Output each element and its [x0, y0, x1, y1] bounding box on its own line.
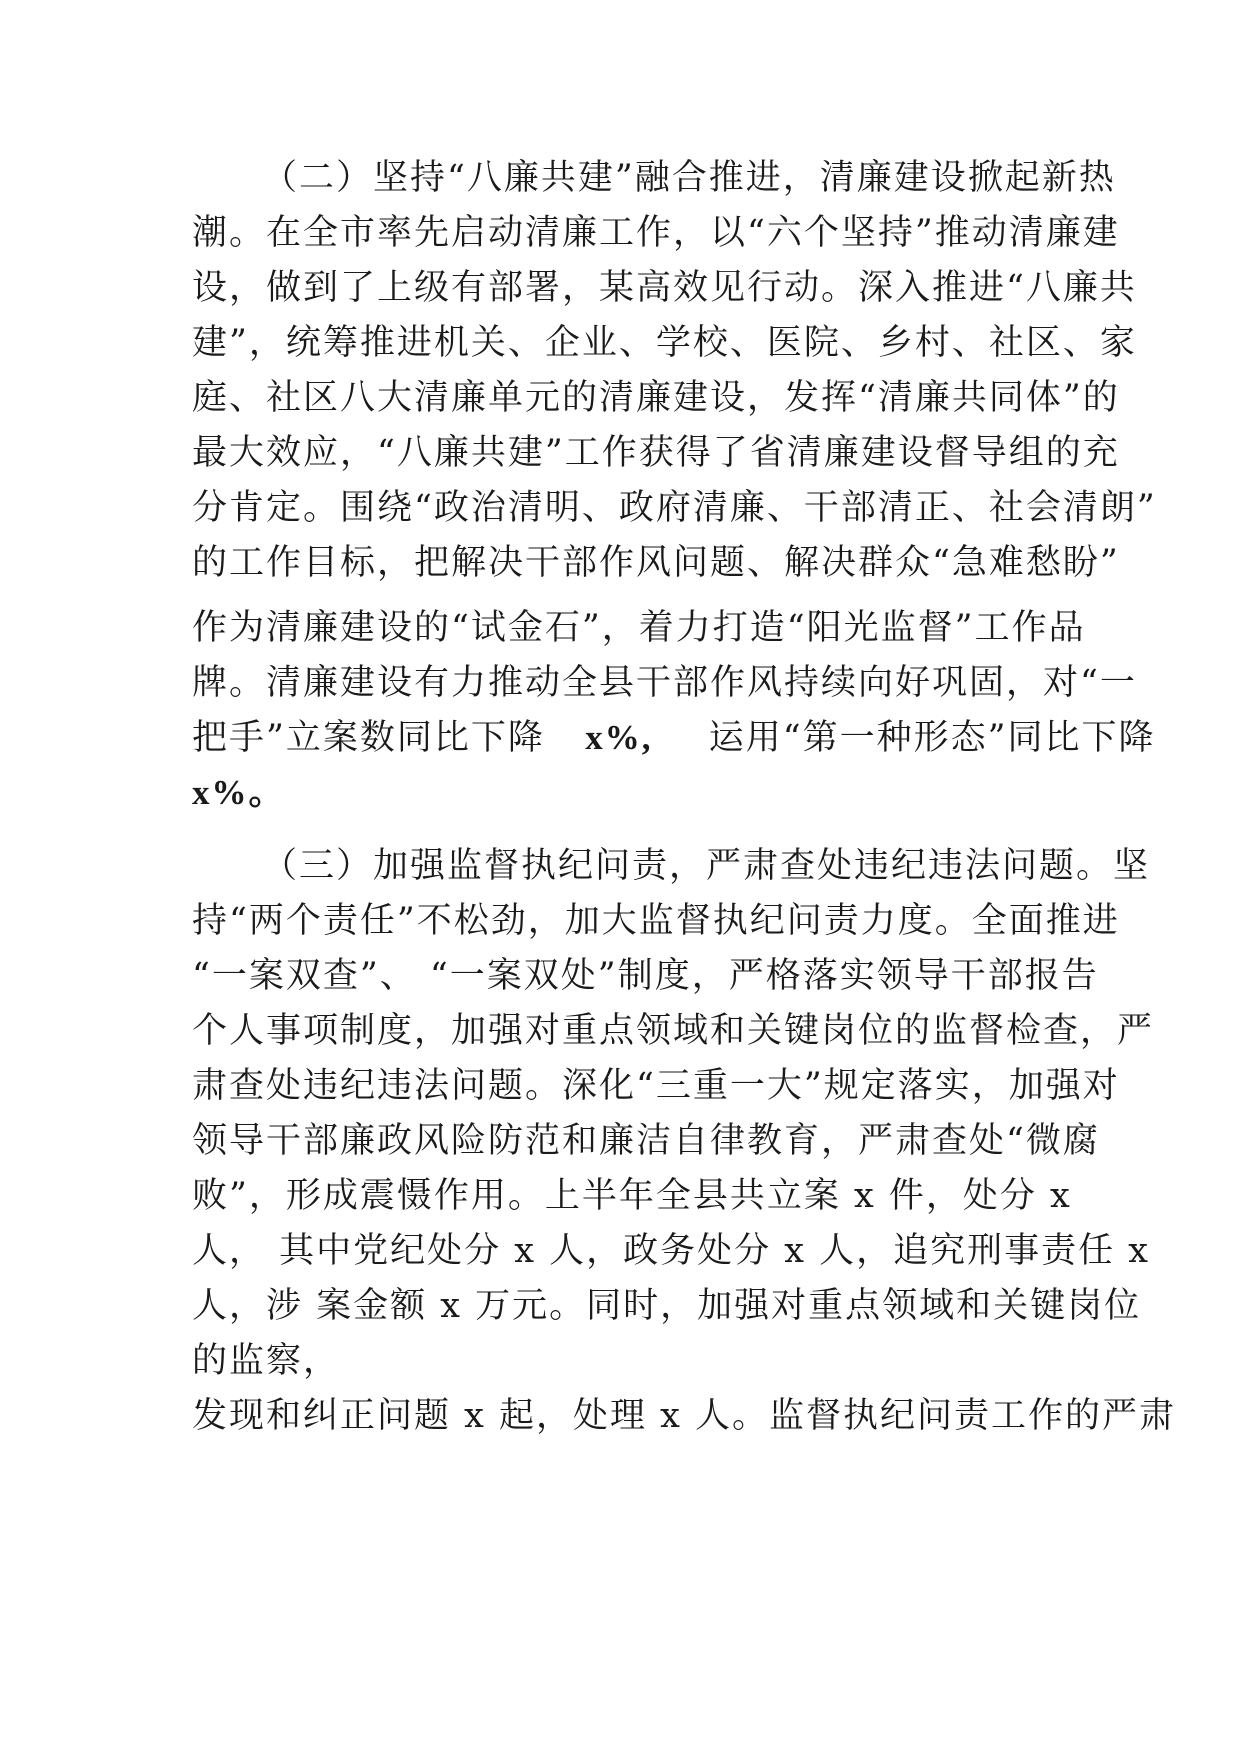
paragraph-2-line-6: 最大效应，“八廉共建”工作获得了省清廉建设督导组的充 [192, 433, 1120, 473]
paragraph-2-line-4: 建”，统筹推进机关、企业、学校、医院、乡村、社区、家 [192, 323, 1137, 363]
paragraph-2-line-11 [192, 710, 1156, 766]
line-11-suffix: 运用“第一种形态”同比下降 [708, 718, 1156, 758]
line-11-prefix: 把手”立案数同比下降 [192, 718, 545, 758]
line-12-value: x%。 [192, 773, 286, 812]
paragraph-2-line-1: （二）坚持“八廉共建”融合推进，清廉建设掀起新热 [262, 158, 1116, 198]
paragraph-3-line-5: 肃查处违纪违法问题。深化“三重一大”规定落实，加强对 [192, 1066, 1120, 1106]
paragraph-2-line-5: 庭、社区八大清廉单元的清廉建设，发挥“清廉共同体”的 [192, 378, 1120, 418]
line-11-value: x%, [585, 718, 653, 757]
paragraph-3-line-9: 人，涉 案金额 x 万元。同时，加强对重点领域和关键岗位 [192, 1286, 1142, 1326]
paragraph-2-line-7: 分肯定。围绕“政治清明、政府清廉、干部清正、社会清朗” [192, 488, 1157, 528]
paragraph-2-line-10: 牌。清廉建设有力推动全县干部作风持续向好巩固，对“一 [192, 663, 1137, 703]
paragraph-3-line-1: （三）加强监督执纪问责，严肃查处违纪违法问题。坚 [262, 846, 1151, 886]
paragraph-3-line-4: 个人事项制度，加强对重点领域和关键岗位的监督检查，严 [192, 1011, 1155, 1051]
paragraph-3-line-10: 的监察， [192, 1341, 341, 1381]
paragraph-2-line-8: 的工作目标，把解决干部作风问题、解决群众“急难愁盼” [192, 543, 1120, 583]
paragraph-3-line-7: 败”，形成震慑作用。上半年全县共立案 x 件，处分 x [192, 1176, 1072, 1216]
paragraph-2-line-3: 设，做到了上级有部署，某高效见行动。深入推进“八廉共 [192, 268, 1137, 308]
paragraph-3-line-2: 持“两个责任”不松劲，加大监督执纪问责力度。全面推进 [192, 901, 1120, 941]
paragraph-2-line-12 [192, 765, 1052, 821]
paragraph-2-line-9: 作为清廉建设的“试金石”，着力打造“阳光监督”工作品 [192, 608, 1086, 648]
paragraph-3-line-8: 人， 其中党纪处分 x 人，政务处分 x 人，追究刑事责任 x [192, 1231, 1150, 1271]
paragraph-3-line-6: 领导干部廉政风险防范和廉洁自律教育，严肃查处“微腐 [192, 1121, 1100, 1161]
paragraph-2-line-2: 潮。在全市率先启动清廉工作，以“六个坚持”推动清廉建 [192, 213, 1120, 253]
paragraph-3-line-11: 发现和纠正问题 x 起，处理 x 人。监督执纪问责工作的严肃 [192, 1396, 1176, 1436]
paragraph-3-line-3: “一案双查”、 “一案双处”制度，严格落实领导干部报告 [192, 956, 1099, 996]
